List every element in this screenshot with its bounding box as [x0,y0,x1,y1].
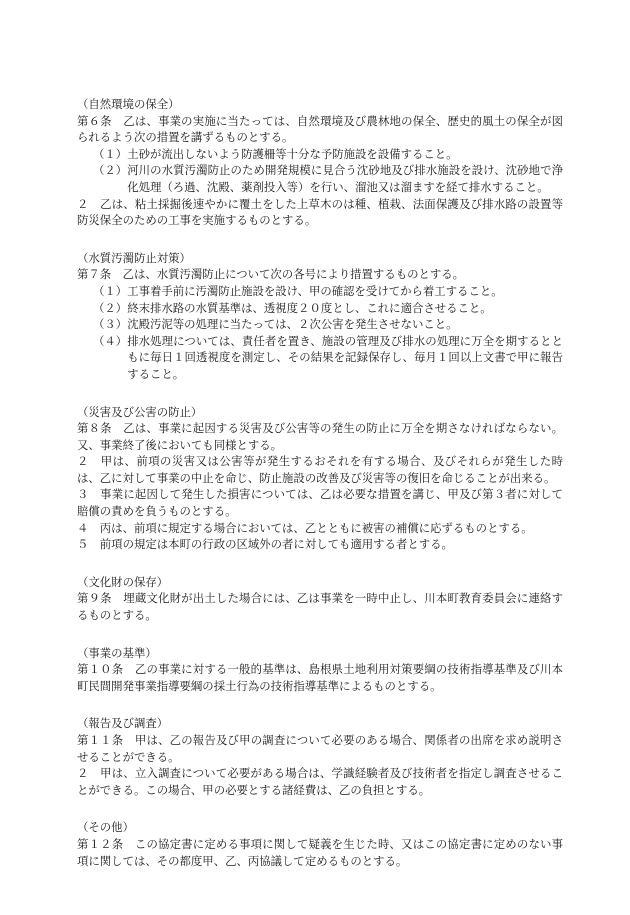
item-text: 排水処理については、責任者を置き、施設の管理及び排水の処理に万全を期するとともに毎日１回透視度を測定し、その結果を記録保存し、毎月１回以上文書で甲に報告すること。 [127,333,563,381]
item-text: 工事着手前に汚濁防止施設を設け、甲の確認を受けてから着工すること。 [127,283,503,298]
item-number: （２） [93,300,128,315]
article-paragraph: 第１２条 この協定書に定める事項に関して疑義を生じた時、又はこの協定書に定めのない事項に関しては、その都度甲、乙、丙協議して定めるものとする。 [77,836,563,868]
section-heading: （自然環境の保全） [77,97,180,111]
item-text: 終末排水路の水質基準は、透視度２０度とし、これに適合させること。 [127,300,492,315]
item-number: （１） [93,283,128,298]
article-paragraph: ２ 甲は、前項の災害又は公害等が発生するおそれを有する場合、及びそれらが発生した時は、乙に対して事業の中止を命じ、防止施設の改善及び災害等の復旧を命じることが出来る。 [77,454,563,485]
article-paragraph: ２ 乙は、粘土採掘後速やかに覆土をした上草木のは種、植栽、法面保護及び排水路の設置等防災保全のための工事を実施するものとする。 [77,196,563,228]
article-paragraph: 第８条 乙は、事業に起因する災害及び公害等の発生の防止に万全を期さなければならない。又、事業終了後においても同様とする。 [77,421,563,452]
section-heading: （事業の基準） [77,645,157,660]
section-heading: （文化財の保存） [77,574,169,589]
section-heading: （水質汚濁防止対策） [77,250,191,265]
section-business-standards [77,645,563,695]
list-item [77,316,563,333]
article-paragraph: ４ 丙は、前項に規定する場合においては、乙とともに被害の補償に応ずるものとする。 [77,520,533,535]
section-reports-investigation [77,715,563,798]
article-paragraph: 第９条 埋蔵文化財が出土した場合には、乙は事業を一時中止し、川本町教育委員会に連絡するものとする。 [77,591,563,623]
item-text: 河川の水質汚濁防止のため開発規模に見合う沈砂地及び排水施設を設け、沈砂地で浄化処理（ろ過、沈殿、薬剤投入等）を行い、溜池又は溜ますを経て排水すること。 [127,163,563,194]
article-paragraph: ３ 事業に起因して発生した損害については、乙は必要な措置を講じ、甲及び第３者に対して賠償の責めを負うものとする。 [77,487,563,519]
section-disaster-prevention [77,404,563,553]
article-paragraph: 第７条 乙は、水質汚濁防止について次の各号により措置するものとする。 [77,267,465,282]
item-text: 土砂が流出しないよう防護柵等十分な予防施設を設備すること。 [127,146,458,161]
item-number: （３） [93,317,128,332]
item-number: （４） [93,333,128,348]
section-water-pollution [77,250,563,383]
list-item [77,300,563,317]
document-page [77,96,563,869]
article-paragraph: 第６条 乙は、事業の実施に当たっては、自然環境及び農林地の保全、歴史的風土の保全が図られるよう次の措置を講ずるものとする。 [77,113,563,145]
item-number: （１） [93,146,128,161]
list-item [77,283,563,300]
section-heading: （災害及び公害の防止） [77,404,203,419]
section-nature-conservation [77,96,563,229]
article-paragraph: 第１１条 甲は、乙の報告及び甲の調査について必要のある場合、関係者の出席を求め説明させることができる。 [77,733,563,764]
article-paragraph: 第１０条 乙の事業に対する一般的基準は、島根県土地利用対策要綱の技術指導基準及び川本町民間開発事業指導要綱の採土行為の技術指導基準によるものとする。 [77,662,563,693]
article-paragraph: ５ 前項の規定は本町の行政の区域外の者に対しても適用する者とする。 [77,537,453,552]
article-paragraph: ２ 甲は、立入調査について必要がある場合は、学識経験者及び技術者を指定し調査させることができる。この場合、甲の必要とする諸経費は、乙の負担とする。 [77,766,563,797]
item-number: （２） [93,163,128,178]
list-item [77,146,563,163]
list-item [77,162,563,195]
section-heading: （その他） [77,820,134,835]
list-item [77,333,563,383]
section-heading: （報告及び調査） [77,716,169,731]
section-other [77,819,563,869]
item-text: 沈殿汚泥等の処理に当たっては、２次公害を発生させないこと。 [127,317,458,332]
section-cultural-assets [77,574,563,624]
